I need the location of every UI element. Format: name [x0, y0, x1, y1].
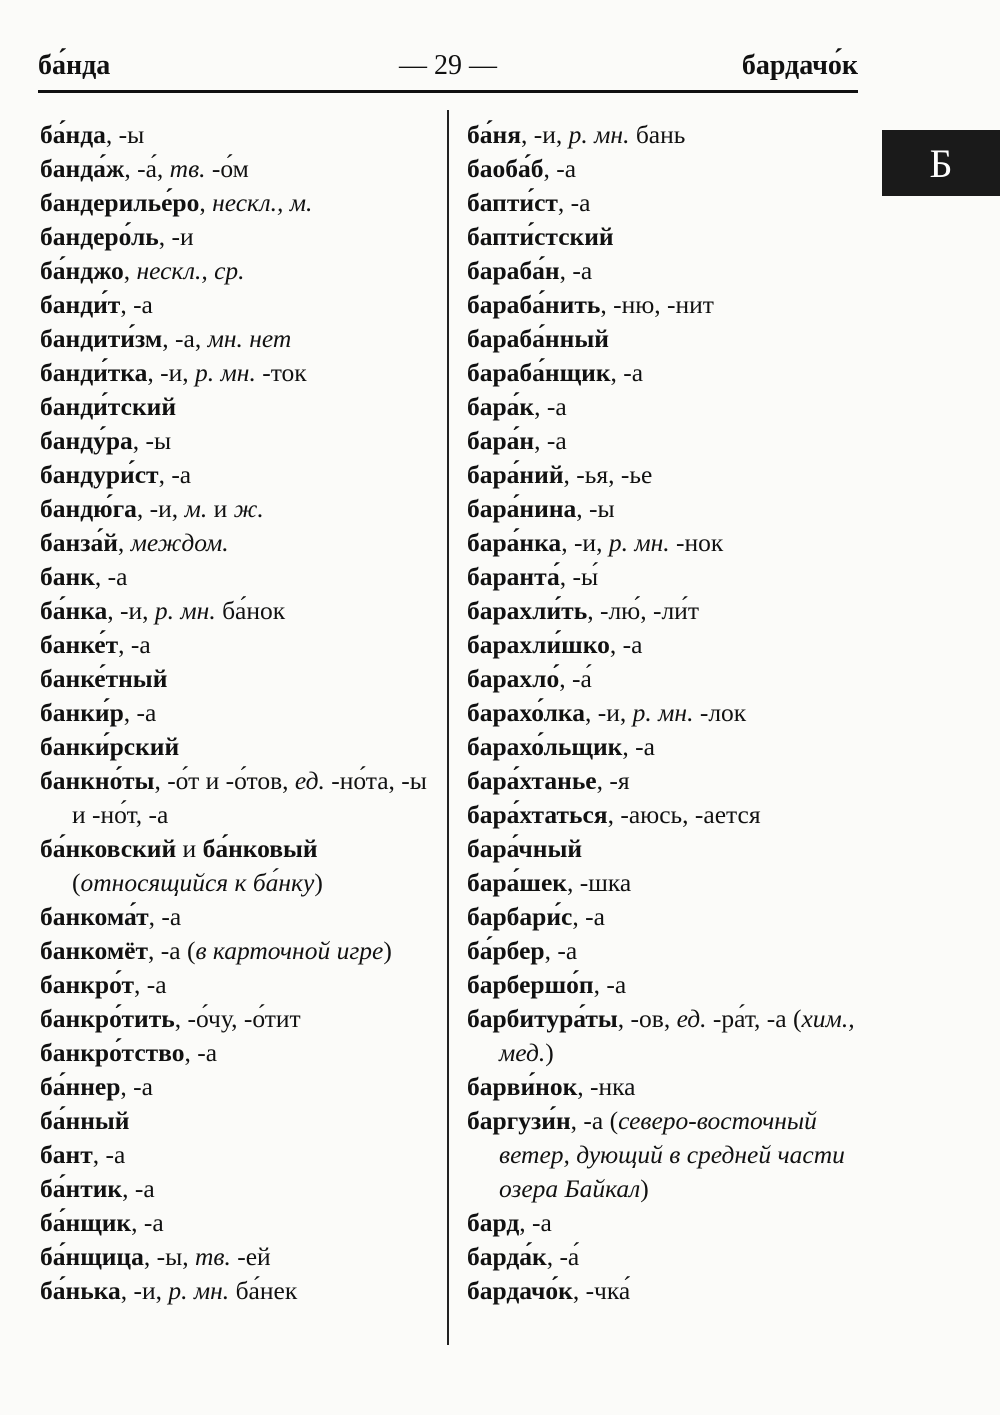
- dictionary-entry: [467, 560, 867, 594]
- dictionary-entry: [467, 628, 867, 662]
- dictionary-entry: [40, 1138, 440, 1172]
- dictionary-entry: [467, 594, 867, 628]
- entry-text: , -и,: [561, 528, 609, 557]
- dictionary-entry: [40, 934, 440, 968]
- dictionary-entry: [40, 322, 440, 356]
- entry-label: хим., мед.: [499, 1004, 855, 1067]
- dictionary-entry: [40, 832, 440, 900]
- entry-headword: банда́ж: [40, 154, 125, 183]
- entry-text: , -лю́, -ли́т: [587, 596, 699, 625]
- dictionary-entry: [467, 662, 867, 696]
- entry-headword: бара́н: [467, 426, 535, 455]
- entry-headword: банза́й: [40, 528, 118, 557]
- entry-headword: ба́нковский: [40, 834, 177, 863]
- entry-headword: барахли́шко: [467, 630, 610, 659]
- dictionary-entry: [40, 424, 440, 458]
- entry-headword: бараба́нщик: [467, 358, 611, 387]
- entry-headword: банк: [40, 562, 95, 591]
- entry-text: , -а: [519, 1208, 552, 1237]
- entry-headword: бара́хтанье: [467, 766, 597, 795]
- entry-text: ,: [117, 528, 131, 557]
- entry-headword: барахо́льщик: [467, 732, 623, 761]
- entry-headword: барахло́: [467, 664, 560, 693]
- dictionary-entry: [40, 220, 440, 254]
- entry-headword: бандеро́ль: [40, 222, 159, 251]
- entry-headword: бара́нка: [467, 528, 562, 557]
- entry-label: м.: [184, 494, 208, 523]
- entry-text: -нок: [669, 528, 724, 557]
- dictionary-entry: [467, 186, 867, 220]
- entry-headword: барбари́с: [467, 902, 573, 931]
- dictionary-entry: [467, 254, 867, 288]
- entry-label: тв.: [169, 154, 206, 183]
- dictionary-entry: [40, 390, 440, 424]
- entry-text: , -а: [609, 630, 643, 659]
- entry-text: , -я: [596, 766, 630, 795]
- entry-label: ж.: [233, 494, 264, 523]
- dictionary-entry: [467, 1070, 867, 1104]
- dictionary-entry: [467, 798, 867, 832]
- entry-headword: ба́нджо: [40, 256, 124, 285]
- entry-text: , -ы: [105, 120, 145, 149]
- entry-headword: ба́нтик: [40, 1174, 123, 1203]
- entry-text: , -а: [92, 1140, 126, 1169]
- entry-headword: бараба́н: [467, 256, 560, 285]
- entry-text: , -а: [610, 358, 644, 387]
- entry-text: , -и,: [107, 596, 155, 625]
- entry-label: в карточной игре: [195, 936, 384, 965]
- entry-headword: барахо́лка: [467, 698, 585, 727]
- entry-headword: банду́ра: [40, 426, 133, 455]
- dictionary-entry: [467, 356, 867, 390]
- dictionary-entry: [467, 1104, 867, 1206]
- entry-text: ба́нок: [215, 596, 286, 625]
- entry-text: , -а: [572, 902, 605, 931]
- right-column: [467, 118, 867, 1308]
- entry-text: , -ья, -ье: [563, 460, 653, 489]
- entry-text: , -а: [120, 290, 153, 319]
- entry-headword: банкро́тить: [40, 1004, 175, 1033]
- dictionary-entry: [467, 288, 867, 322]
- entry-text: ): [314, 868, 323, 897]
- entry-text: , -а: [543, 154, 577, 183]
- entry-text: , -а́: [559, 664, 592, 693]
- right-guide-word: бардачо́к: [741, 50, 858, 81]
- entry-headword: бапти́стский: [467, 222, 614, 251]
- entry-headword: барда́к: [467, 1242, 547, 1271]
- entry-headword: ба́рбер: [467, 936, 545, 965]
- entry-text: , -и: [158, 222, 194, 251]
- entry-label: северо-восточный ветер, дующий в средней части озера Байкал: [499, 1106, 845, 1203]
- dictionary-entry: [40, 118, 440, 152]
- entry-text: -ток: [255, 358, 307, 387]
- entry-text: , -о́т и -о́тов,: [154, 766, 295, 795]
- entry-headword: бараба́нный: [467, 324, 609, 353]
- entry-text: , -а: [559, 256, 593, 285]
- entry-label: нескл., м.: [212, 188, 313, 217]
- entry-text: ): [545, 1038, 554, 1067]
- entry-label: ед.: [294, 766, 325, 795]
- dictionary-entry: [40, 254, 440, 288]
- entry-text: , -и,: [120, 1276, 169, 1305]
- dictionary-entry: [40, 288, 440, 322]
- entry-text: , -ы́: [559, 562, 599, 591]
- entry-headword: ба́нный: [40, 1106, 130, 1135]
- entry-text: , -а,: [162, 324, 208, 353]
- entry-text: , -нка: [577, 1072, 636, 1101]
- entry-headword: баоба́б: [467, 154, 544, 183]
- entry-text: , -а: [123, 698, 157, 727]
- dictionary-entry: [40, 764, 440, 832]
- dictionary-entry: [40, 560, 440, 594]
- entry-label: р. мн.: [568, 120, 630, 149]
- entry-label: р. мн.: [632, 698, 694, 727]
- entry-text: и: [207, 494, 234, 523]
- entry-text: , -а: [544, 936, 578, 965]
- entry-headword: барахли́ть: [467, 596, 588, 625]
- entry-headword: банкро́т: [40, 970, 135, 999]
- dictionary-entry: [467, 832, 867, 866]
- entry-text: , -чка́: [572, 1276, 631, 1305]
- entry-headword: бараба́нить: [467, 290, 601, 319]
- dictionary-entry: [40, 1104, 440, 1138]
- dictionary-entry: [40, 730, 440, 764]
- dictionary-entry: [40, 492, 440, 526]
- entry-text: -ей: [230, 1242, 271, 1271]
- running-header: [38, 50, 858, 93]
- left-column: [40, 118, 440, 1308]
- entry-label: мн. нет: [207, 324, 292, 353]
- dictionary-entry: [40, 458, 440, 492]
- entry-text: , -а: [122, 1174, 155, 1203]
- entry-headword: банди́тский: [40, 392, 177, 421]
- entry-label: р. мн.: [608, 528, 670, 557]
- dictionary-entry: [467, 730, 867, 764]
- entry-headword: бандю́га: [40, 494, 137, 523]
- entry-headword: бант: [40, 1140, 93, 1169]
- entry-headword: бапти́ст: [467, 188, 558, 217]
- entry-text: , -а: [118, 630, 151, 659]
- dictionary-entry: [467, 152, 867, 186]
- dictionary-entry: [467, 934, 867, 968]
- entry-headword: ба́нька: [40, 1276, 121, 1305]
- dictionary-entry: [40, 968, 440, 1002]
- dictionary-entry: [467, 696, 867, 730]
- entry-headword: ба́нковый: [202, 834, 318, 863]
- dictionary-entry: [467, 764, 867, 798]
- entry-text: , -а: [622, 732, 655, 761]
- entry-text: , -аюсь, -ается: [607, 800, 761, 829]
- entry-text: бань: [629, 120, 686, 149]
- dictionary-entry: [40, 356, 440, 390]
- entry-headword: банке́тный: [40, 664, 168, 693]
- dictionary-entry: [467, 492, 867, 526]
- entry-headword: банди́т: [40, 290, 121, 319]
- entry-label: нескл., ср.: [136, 256, 245, 285]
- dictionary-entry: [467, 1240, 867, 1274]
- dictionary-entry: [467, 968, 867, 1002]
- entry-headword: барви́нок: [467, 1072, 578, 1101]
- entry-text: , -а: [184, 1038, 218, 1067]
- entry-text: ,: [123, 256, 137, 285]
- entry-headword: банке́т: [40, 630, 119, 659]
- dictionary-entry: [40, 152, 440, 186]
- dictionary-entry: [467, 322, 867, 356]
- entry-text: , -ы: [132, 426, 172, 455]
- dictionary-entry: [467, 1206, 867, 1240]
- entry-headword: банки́рский: [40, 732, 180, 761]
- entry-text: , -а́,: [124, 154, 170, 183]
- entry-label: тв.: [194, 1242, 231, 1271]
- entry-text: , -и,: [521, 120, 569, 149]
- dictionary-entry: [467, 118, 867, 152]
- entry-text: -но́та, -ы и -но́т, -а: [72, 766, 427, 829]
- entry-headword: бардачо́к: [467, 1276, 573, 1305]
- dictionary-entry: [467, 424, 867, 458]
- entry-headword: банкно́ты: [40, 766, 155, 795]
- entry-text: , -а: [94, 562, 128, 591]
- dictionary-entry: [40, 1036, 440, 1070]
- entry-headword: бард: [467, 1208, 520, 1237]
- entry-headword: банки́р: [40, 698, 124, 727]
- entry-text: , -ы,: [143, 1242, 195, 1271]
- entry-text: ,: [199, 188, 213, 217]
- dictionary-entry: [40, 594, 440, 628]
- dictionary-entry: [40, 1240, 440, 1274]
- entry-text: , -а: [593, 970, 627, 999]
- dictionary-entry: [467, 526, 867, 560]
- dictionary-entry: [467, 900, 867, 934]
- entry-headword: бандерилье́ро: [40, 188, 200, 217]
- dictionary-entry: [40, 662, 440, 696]
- entry-headword: ба́нщица: [40, 1242, 144, 1271]
- entry-text: , -и,: [136, 494, 185, 523]
- entry-headword: бара́хтаться: [467, 800, 608, 829]
- entry-text: , -ню, -нит: [600, 290, 714, 319]
- dictionary-entry: [40, 696, 440, 730]
- entry-text: , -а: [120, 1072, 153, 1101]
- entry-headword: ба́нда: [40, 120, 106, 149]
- dictionary-entry: [467, 220, 867, 254]
- entry-headword: банкомёт: [40, 936, 149, 965]
- dictionary-entry: [40, 1274, 440, 1308]
- entry-headword: бандури́ст: [40, 460, 159, 489]
- entry-headword: ба́ня: [467, 120, 521, 149]
- dictionary-entry: [40, 1070, 440, 1104]
- entry-label: ед.: [676, 1004, 707, 1033]
- thumb-index-letter: Б: [929, 140, 953, 186]
- entry-headword: бара́к: [467, 392, 535, 421]
- entry-headword: ба́нка: [40, 596, 108, 625]
- entry-text: , -ы: [576, 494, 615, 523]
- entry-text: , -и,: [585, 698, 633, 727]
- entry-text: , -а: [131, 1208, 164, 1237]
- entry-text: , -а: [557, 188, 591, 217]
- page-number: — 29 —: [399, 50, 497, 81]
- entry-headword: бандити́зм: [40, 324, 163, 353]
- entry-headword: бара́шек: [467, 868, 567, 897]
- entry-text: , -а: [148, 902, 182, 931]
- thumb-index-tab: [882, 130, 1000, 196]
- dictionary-entry: [40, 900, 440, 934]
- entry-text: , -а (: [148, 936, 196, 965]
- entry-label: р. мн.: [154, 596, 216, 625]
- entry-text: , -а: [534, 392, 567, 421]
- entry-text: , -ов,: [617, 1004, 677, 1033]
- entry-headword: банкома́т: [40, 902, 149, 931]
- dictionary-entry: [467, 1274, 867, 1308]
- entry-headword: баранта́: [467, 562, 560, 591]
- entry-label: относящийся к ба́нку: [80, 868, 315, 897]
- entry-headword: банкро́тство: [40, 1038, 185, 1067]
- entry-text: , -а: [534, 426, 567, 455]
- dictionary-entry: [40, 628, 440, 662]
- column-divider: [447, 110, 449, 1345]
- entry-text: ): [640, 1174, 649, 1203]
- entry-text: -лок: [693, 698, 747, 727]
- entry-text: -о́м: [205, 154, 249, 183]
- entry-headword: бара́ний: [467, 460, 564, 489]
- entry-text: , -о́чу, -о́тит: [174, 1004, 301, 1033]
- entry-text: , -а: [158, 460, 192, 489]
- entry-text: (: [72, 868, 81, 897]
- dictionary-entry: [40, 1206, 440, 1240]
- entry-text: ): [383, 936, 392, 965]
- entry-headword: бара́чный: [467, 834, 583, 863]
- entry-headword: банди́тка: [40, 358, 148, 387]
- dictionary-entry: [40, 1002, 440, 1036]
- entry-text: -ра́т, -а (: [706, 1004, 802, 1033]
- dictionary-entry: [467, 390, 867, 424]
- entry-text: , -и,: [147, 358, 196, 387]
- entry-headword: баргузи́н: [467, 1106, 571, 1135]
- dictionary-entry: [40, 526, 440, 560]
- entry-label: р. мн.: [195, 358, 256, 387]
- entry-label: междом.: [130, 528, 229, 557]
- dictionary-entry: [40, 186, 440, 220]
- entry-text: и: [176, 834, 203, 863]
- dictionary-entry: [467, 1002, 867, 1070]
- entry-text: , -а: [134, 970, 167, 999]
- dictionary-entry: [467, 458, 867, 492]
- entry-headword: бара́нина: [467, 494, 577, 523]
- entry-text: , -а́: [546, 1242, 580, 1271]
- entry-headword: барбитура́ты: [467, 1004, 618, 1033]
- entry-text: ба́нек: [229, 1276, 298, 1305]
- entry-text: , -а (: [570, 1106, 619, 1135]
- entry-headword: ба́ннер: [40, 1072, 121, 1101]
- dictionary-entry: [40, 1172, 440, 1206]
- entry-label: р. мн.: [168, 1276, 230, 1305]
- left-guide-word: ба́нда: [38, 50, 111, 81]
- entry-headword: ба́нщик: [40, 1208, 132, 1237]
- entry-headword: барбершо́п: [467, 970, 594, 999]
- dictionary-entry: [467, 866, 867, 900]
- entry-text: , -шка: [566, 868, 632, 897]
